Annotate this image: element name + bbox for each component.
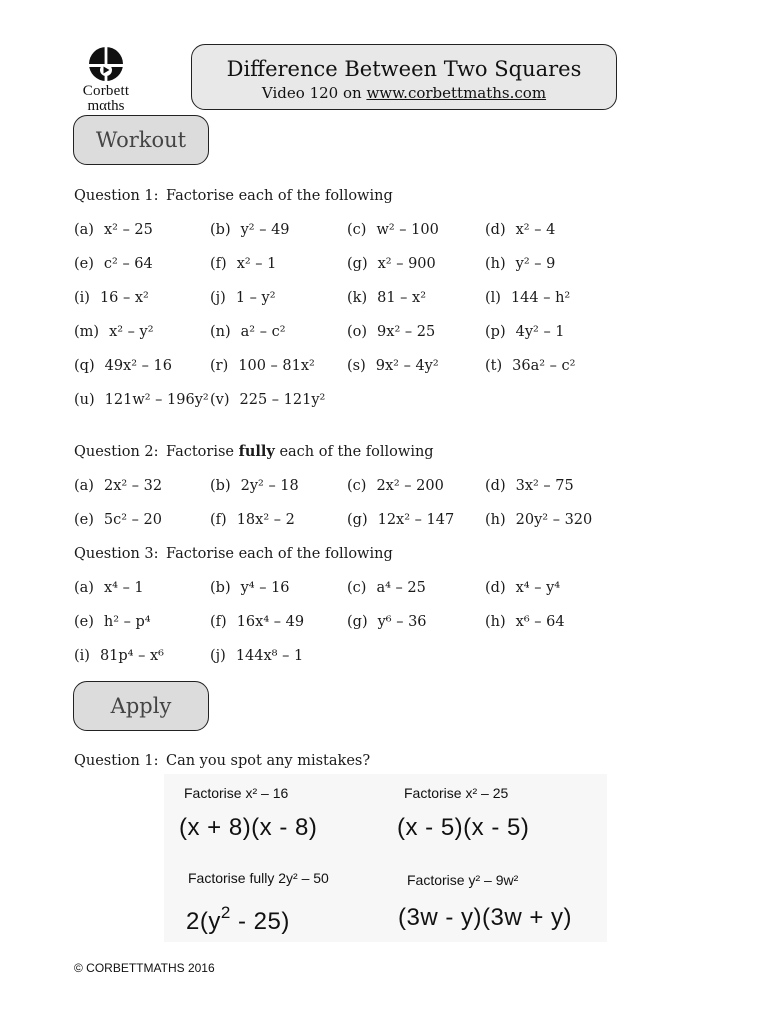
- question-3-heading: [74, 545, 393, 563]
- question-item: [485, 511, 592, 529]
- item-label: (c): [347, 580, 367, 596]
- item-expression: c² – 64: [103, 256, 153, 272]
- question-number: Question 2:: [74, 444, 159, 460]
- item-expression: 225 – 121y²: [239, 392, 326, 408]
- question-item: [74, 613, 151, 631]
- worksheet-title: Difference Between Two Squares: [226, 57, 582, 81]
- item-expression: x² – y²: [109, 324, 154, 340]
- item-expression: y² – 49: [240, 222, 290, 238]
- video-label: Video 120 on: [261, 84, 367, 102]
- item-label: (d): [485, 478, 506, 494]
- question-2-heading: [74, 443, 434, 461]
- item-expression: 36a² – c²: [512, 358, 576, 374]
- item-expression: 1 – y²: [235, 290, 276, 306]
- item-expression: y² – 9: [515, 256, 556, 272]
- item-expression: 2x² – 200: [376, 478, 444, 494]
- mistake-1-working: (x + 8)(x - 8): [179, 814, 318, 841]
- item-label: (j): [210, 290, 226, 306]
- question-item: [347, 477, 444, 495]
- copyright-footer: © CORBETTMATHS 2016: [74, 961, 215, 975]
- item-label: (d): [485, 580, 506, 596]
- item-label: (m): [74, 324, 100, 340]
- question-item: [210, 511, 295, 529]
- question-item: [485, 255, 555, 273]
- item-expression: x² – 1: [236, 256, 277, 272]
- item-expression: y⁴ – 16: [240, 580, 290, 596]
- mistake-3-working: [186, 905, 290, 936]
- question-item: [485, 579, 560, 597]
- item-label: (i): [74, 648, 90, 664]
- question-instruction-emphasis: fully: [238, 443, 275, 460]
- item-expression: 121w² – 196y²: [104, 392, 209, 408]
- item-label: (n): [210, 324, 231, 340]
- question-item: [485, 289, 570, 307]
- mistake-3-working-post: - 25): [230, 908, 290, 935]
- item-expression: 20y² – 320: [515, 512, 593, 528]
- item-expression: 81p⁴ – x⁶: [99, 648, 164, 664]
- item-label: (r): [210, 358, 229, 374]
- question-item: [347, 255, 436, 273]
- item-expression: 49x² – 16: [104, 358, 172, 374]
- item-expression: 2x² – 32: [103, 478, 163, 494]
- item-label: (j): [210, 648, 226, 664]
- item-expression: 16x⁴ – 49: [236, 614, 305, 630]
- item-label: (v): [210, 392, 230, 408]
- question-item: [347, 511, 454, 529]
- item-label: (o): [347, 324, 368, 340]
- item-expression: 18x² – 2: [236, 512, 295, 528]
- question-item: [485, 221, 555, 239]
- mistake-2-prompt: Factorise x² – 25: [404, 785, 509, 801]
- item-expression: x⁴ – y⁴: [515, 580, 561, 596]
- question-instruction-post: each of the following: [274, 444, 434, 460]
- question-item: [485, 613, 565, 631]
- question-item: [74, 357, 172, 375]
- logo-emblem-icon: [83, 46, 129, 86]
- item-expression: x² – 25: [103, 222, 153, 238]
- mistake-4-working: (3w - y)(3w + y): [398, 904, 573, 931]
- item-label: (d): [485, 222, 506, 238]
- item-label: (i): [74, 290, 90, 306]
- logo-text-maths: mαths: [87, 98, 125, 114]
- item-expression: x⁴ – 1: [103, 580, 144, 596]
- item-label: (p): [485, 324, 506, 340]
- mistakes-panel: [164, 774, 607, 942]
- item-label: (q): [74, 358, 95, 374]
- item-expression: x⁶ – 64: [515, 614, 565, 630]
- item-label: (l): [485, 290, 501, 306]
- question-item: [74, 647, 164, 665]
- item-label: (g): [347, 614, 368, 630]
- item-expression: 2y² – 18: [240, 478, 299, 494]
- question-number: Question 1:: [74, 753, 159, 769]
- website-link[interactable]: www.corbettmaths.com: [366, 84, 547, 102]
- item-label: (f): [210, 256, 227, 272]
- workout-section-label: Workout: [73, 115, 209, 165]
- question-item: [347, 323, 435, 341]
- question-item: [347, 613, 427, 631]
- question-item: [74, 477, 162, 495]
- item-label: (a): [74, 478, 94, 494]
- question-item: [210, 613, 304, 631]
- question-item: [210, 579, 290, 597]
- question-item: [347, 357, 439, 375]
- item-label: (h): [485, 512, 506, 528]
- item-label: (b): [210, 580, 231, 596]
- item-expression: 144 – h²: [510, 290, 571, 306]
- question-item: [210, 477, 299, 495]
- question-item: [210, 289, 276, 307]
- item-expression: 12x² – 147: [377, 512, 455, 528]
- question-number: Question 3:: [74, 546, 159, 562]
- question-item: [485, 477, 574, 495]
- question-item: [74, 511, 162, 529]
- video-reference: [192, 84, 616, 102]
- item-expression: h² – p⁴: [103, 614, 151, 630]
- mistake-3-prompt: Factorise fully 2y² – 50: [188, 870, 329, 886]
- item-label: (h): [485, 614, 506, 630]
- question-instruction: Factorise each of the following: [166, 188, 393, 204]
- item-expression: 5c² – 20: [103, 512, 162, 528]
- mistake-1-prompt: Factorise x² – 16: [184, 785, 289, 801]
- item-expression: w² – 100: [376, 222, 439, 238]
- mistake-3-working-pre: 2(y: [186, 908, 221, 935]
- item-label: (e): [74, 256, 94, 272]
- question-item: [210, 221, 290, 239]
- question-item: [347, 221, 439, 239]
- item-label: (c): [347, 478, 367, 494]
- question-item: [74, 391, 209, 409]
- item-expression: 16 – x²: [99, 290, 149, 306]
- item-label: (u): [74, 392, 95, 408]
- item-expression: a² – c²: [240, 324, 286, 340]
- item-expression: 100 – 81x²: [238, 358, 315, 374]
- item-expression: x² – 4: [515, 222, 556, 238]
- question-item: [210, 357, 315, 375]
- item-label: (s): [347, 358, 366, 374]
- item-label: (g): [347, 512, 368, 528]
- item-expression: 144x⁸ – 1: [235, 648, 304, 664]
- item-label: (b): [210, 222, 231, 238]
- apply-question-1-heading: [74, 752, 370, 770]
- question-item: [485, 357, 575, 375]
- mistake-2-working: (x - 5)(x - 5): [397, 814, 530, 841]
- question-item: [74, 255, 153, 273]
- item-label: (a): [74, 580, 94, 596]
- item-label: (e): [74, 614, 94, 630]
- item-expression: y⁶ – 36: [377, 614, 427, 630]
- item-expression: a⁴ – 25: [376, 580, 426, 596]
- item-label: (a): [74, 222, 94, 238]
- question-item: [347, 579, 426, 597]
- item-expression: x² – 900: [377, 256, 436, 272]
- item-label: (e): [74, 512, 94, 528]
- mistake-3-working-exponent: 2: [220, 903, 231, 922]
- question-item: [74, 221, 153, 239]
- question-item: [74, 579, 144, 597]
- item-label: (t): [485, 358, 503, 374]
- item-label: (b): [210, 478, 231, 494]
- question-item: [74, 323, 154, 341]
- logo-text-corbett: Corbett: [82, 83, 130, 99]
- question-instruction-pre: Factorise: [166, 444, 239, 460]
- item-label: (h): [485, 256, 506, 272]
- question-1-heading: [74, 187, 393, 205]
- item-label: (f): [210, 614, 227, 630]
- question-item: [347, 289, 426, 307]
- question-instruction: Can you spot any mistakes?: [166, 753, 371, 769]
- question-item: [210, 255, 276, 273]
- mistake-4-prompt: Factorise y² – 9w²: [407, 872, 519, 888]
- item-expression: 4y² – 1: [515, 324, 565, 340]
- question-item: [210, 323, 286, 341]
- question-instruction: Factorise each of the following: [166, 546, 393, 562]
- item-expression: 9x² – 25: [377, 324, 436, 340]
- item-label: (k): [347, 290, 368, 306]
- item-expression: 3x² – 75: [515, 478, 574, 494]
- corbettmaths-logo: [74, 46, 138, 116]
- question-item: [210, 391, 325, 409]
- item-label: (c): [347, 222, 367, 238]
- item-expression: 9x² – 4y²: [375, 358, 439, 374]
- question-item: [485, 323, 565, 341]
- title-box: [191, 44, 617, 110]
- item-label: (g): [347, 256, 368, 272]
- question-item: [210, 647, 303, 665]
- question-item: [74, 289, 149, 307]
- apply-section-label: Apply: [73, 681, 209, 731]
- item-label: (f): [210, 512, 227, 528]
- question-number: Question 1:: [74, 188, 159, 204]
- item-expression: 81 – x²: [377, 290, 427, 306]
